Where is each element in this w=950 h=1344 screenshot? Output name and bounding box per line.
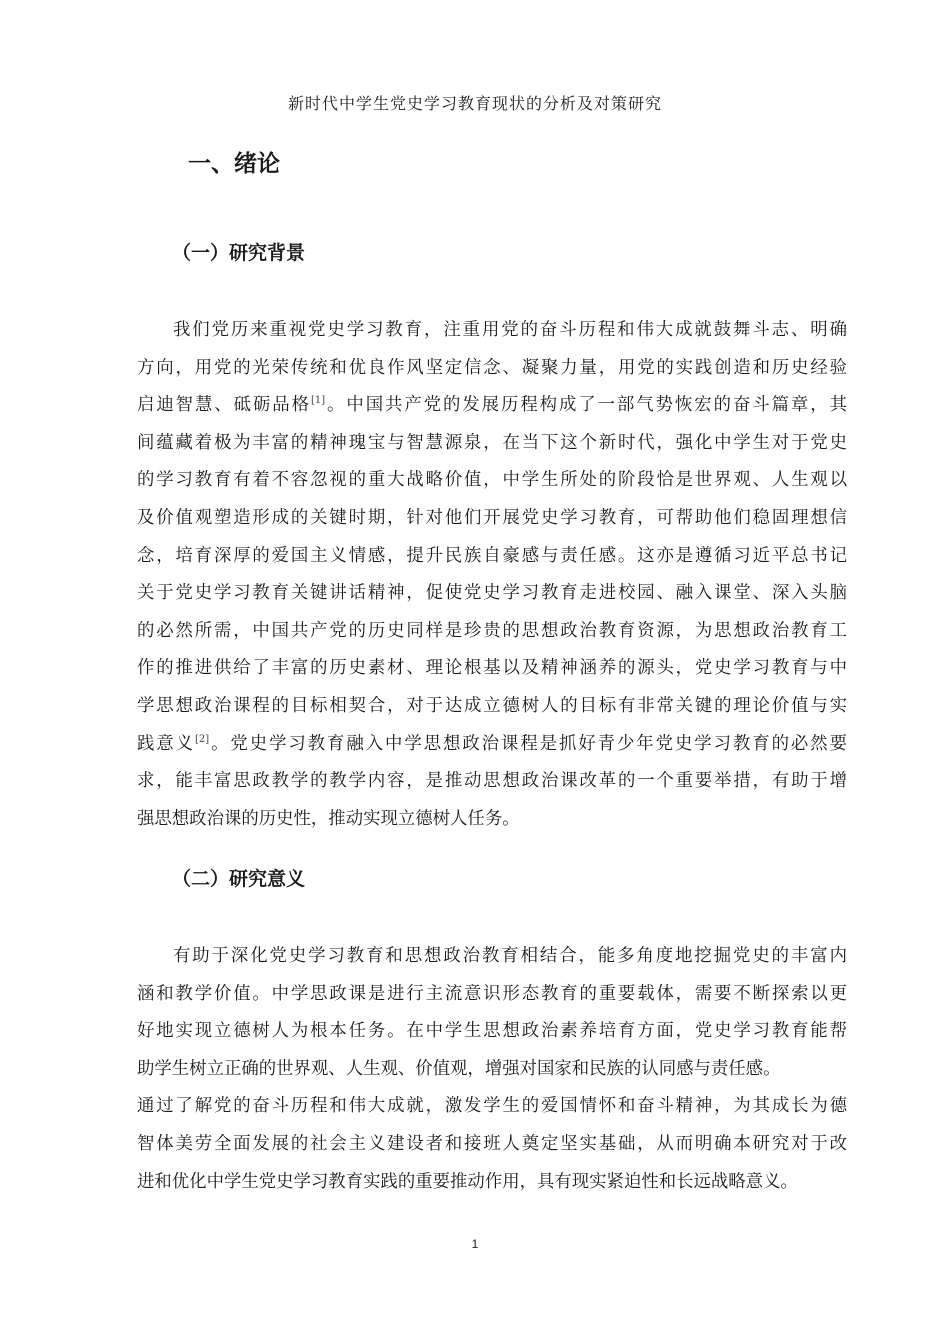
paragraph-line: 的必然所需，中国共产党的历史同样是珍贵的思想政治教育资源，为思想政治教育工: [137, 620, 847, 641]
paragraph-line: [137, 726, 847, 764]
paragraph-line: [137, 387, 847, 425]
paragraph-line: 的学习教育有着不容忽视的重大战略价值，中学生所处的阶段恰是世界观、人生观以: [137, 470, 847, 491]
paragraph-line: 涵和教学价值。中学思政课是进行主流意识形态教育的重要载体，需要不断探索以更: [137, 983, 847, 1004]
paragraph-significance: [137, 938, 847, 1201]
paragraph-line: 求，能丰富思政教学的教学内容，是推动思想政治课改革的一个重要举措，有助于增: [137, 771, 847, 792]
paragraph-line: 好地实现立德树人为根本任务。在中学生思想政治素养培育方面，党史学习教育能帮: [137, 1021, 847, 1042]
paragraph-line: 进和优化中学生党史学习教育实践的重要推动作用，具有现实紧迫性和长远战略意义。: [137, 1171, 798, 1192]
chapter-title: 一、绪论: [188, 151, 280, 177]
line-text: 。中国共产党的发展历程构成了一部气势恢宏的奋斗篇章，其: [325, 395, 847, 416]
paragraph-line: 学思想政治课程的目标相契合，对于达成立德树人的目标有非常关键的理论价值与实: [137, 695, 847, 716]
paragraph-line: 关于党史学习教育关键讲话精神，促使党史学习教育走进校园、融入课堂、深入头脑: [137, 583, 847, 604]
section-title-background: （一）研究背景: [172, 242, 306, 264]
line-text: 启迪智慧、砥砺品格: [137, 395, 311, 416]
page-number: 1: [471, 1237, 479, 1251]
paragraph-line: 间蕴藏着极为丰富的精神瑰宝与智慧源泉，在当下这个新时代，强化中学生对于党史: [137, 432, 847, 453]
paragraph-line: 有助于深化党史学习教育和思想政治教育相结合，能多角度地挖掘党史的丰富内: [173, 946, 847, 966]
section-title-significance: （二）研究意义: [172, 868, 306, 890]
paragraph-line: 通过了解党的奋斗历程和伟大成就，激发学生的爱国情怀和奋斗精神，为其成长为德: [137, 1096, 847, 1117]
paragraph-line: 强思想政治课的历史性，推动实现立德树人任务。: [137, 808, 520, 829]
paragraph-line: 作的推进供给了丰富的历史素材、理论根基以及精神涵养的源头，党史学习教育与中: [137, 658, 847, 679]
paragraph-line: 方向，用党的光荣传统和优良作风坚定信念、凝聚力量，用党的实践创造和历史经验: [137, 357, 847, 378]
paragraph-line: 智体美劳全面发展的社会主义建设者和接班人奠定坚实基础，从而明确本研究对于改: [137, 1133, 847, 1154]
line-text: 践意义: [137, 733, 195, 754]
citation-1[interactable]: [1]: [310, 395, 326, 407]
citation-2[interactable]: [2]: [194, 733, 210, 745]
paragraph-line: 助学生树立正确的世界观、人生观、价值观，增强对国家和民族的认同感与责任感。: [137, 1058, 781, 1079]
paragraph-background: [137, 312, 847, 838]
paragraph-line: 我们党历来重视党史学习教育，注重用党的奋斗历程和伟大成就鼓舞斗志、明确: [173, 320, 847, 340]
line-text: 。党史学习教育融入中学思想政治课程是抓好青少年党史学习教育的必然要: [209, 733, 847, 754]
paragraph-line: 念，培育深厚的爱国主义情感，提升民族自豪感与责任感。这亦是遵循习近平总书记: [137, 545, 847, 566]
running-title: 新时代中学生党史学习教育现状的分析及对策研究: [287, 94, 662, 113]
paragraph-line: 及价值观塑造形成的关键时期，针对他们开展党史学习教育，可帮助他们稳固理想信: [137, 507, 847, 528]
